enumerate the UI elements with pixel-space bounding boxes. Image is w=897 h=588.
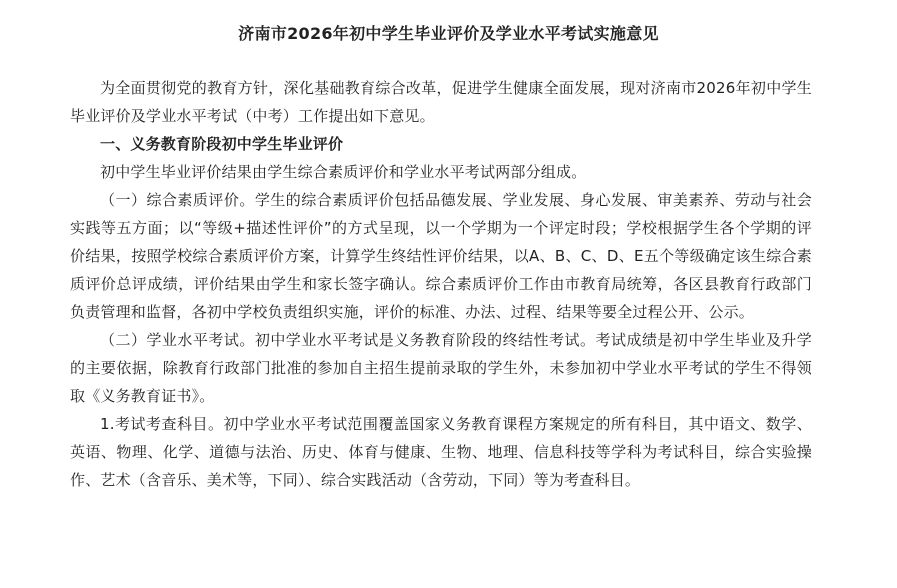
exam-subjects-paragraph: 1.考试考查科目。初中学业水平考试范围覆盖国家义务教育课程方案规定的所有科目，其中语文、数学、英语、物理、化学、道德与法治、历史、体育与健康、生物、地理、信息科技等学科为考试科目，综合实验操作、艺术（含音乐、美术等，下同）、综合实践活动（含劳动，下同）等为考查科目。 [70,415,812,489]
section-summary-paragraph: 初中学生毕业评价结果由学生综合素质评价和学业水平考试两部分组成。 [100,163,587,181]
document-title: 济南市2026年初中学生毕业评价及学业水平考试实施意见 [238,23,659,43]
comprehensive-quality-paragraph: （一）综合素质评价。学生的综合素质评价包括品德发展、学业发展、身心发展、审美素养、劳动与社会实践等五方面；以“等级+描述性评价”的方式呈现，以一个学期为一个评定时段；学校根据学生各个学期的评价结果，按照学校综合素质评价方案，计算学生终结性评价结果，以A、B、C、D、E五个等级确定该生综合素质评价总评成绩，评价结果由学生和家长签字确认。综合素质评价工作由市教育局统筹，各区县教育行政部门负责管理和监督，各初中学校负责组织实施，评价的标准、办法、过程、结果等要全过程公开、公示。 [70,191,812,321]
academic-exam-paragraph: （二）学业水平考试。初中学业水平考试是义务教育阶段的终结性考试。考试成绩是初中学生毕业及升学的主要依据，除教育行政部门批准的参加自主招生提前录取的学生外，未参加初中学业水平考试的学生不得领取《义务教育证书》。 [70,331,812,405]
section-heading: 一、义务教育阶段初中学生毕业评价 [100,135,344,153]
document-body [70,74,812,494]
intro-paragraph: 为全面贯彻党的教育方针，深化基础教育综合改革，促进学生健康全面发展，现对济南市2026年初中学生毕业评价及学业水平考试（中考）工作提出如下意见。 [70,79,812,125]
